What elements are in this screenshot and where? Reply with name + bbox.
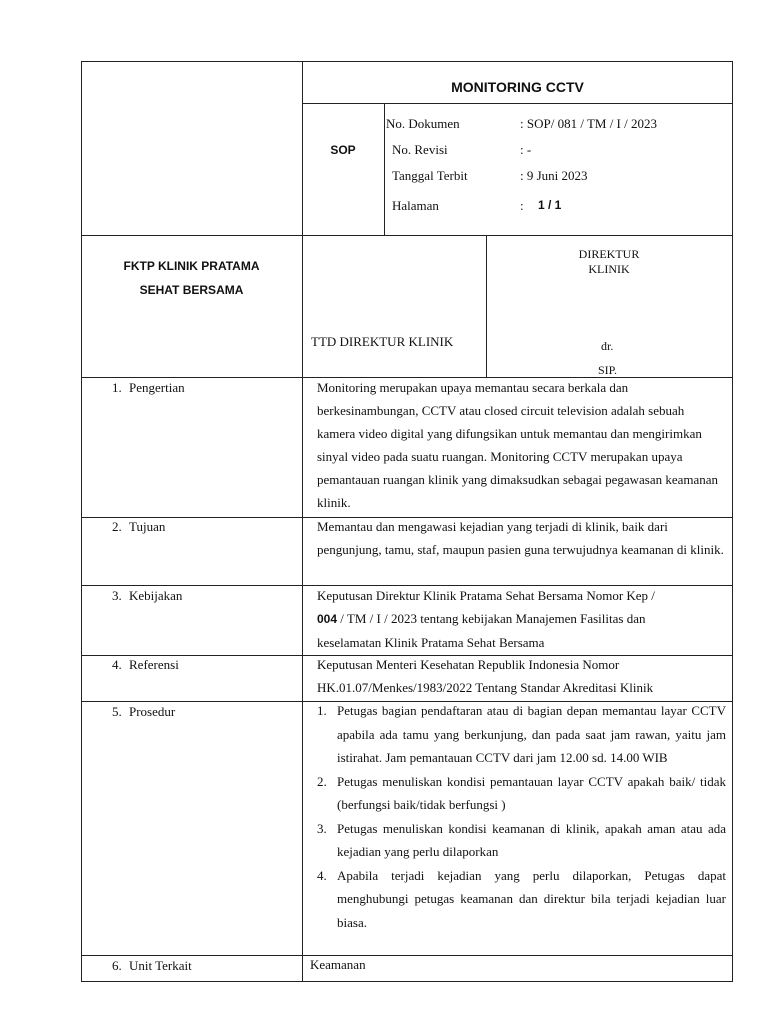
step-number: 3. — [317, 820, 327, 836]
column-divider — [302, 61, 303, 982]
step-text: Petugas menuliskan kondisi pemantauan layar CCTV apakah baik/ tidak (berfungsi baik/tidak berfungsi ) — [337, 773, 726, 812]
border-left — [81, 61, 82, 982]
kebijakan-label: Kebijakan — [129, 588, 183, 603]
step-text: Petugas menuliskan kondisi keamanan di klinik, apakah aman atau ada kejadian yang perlu dilaporkan — [337, 820, 726, 859]
kebijakan-number: 3. — [112, 588, 122, 603]
pengertian-label: Pengertian — [129, 380, 185, 395]
border-top — [81, 61, 733, 62]
document-title: MONITORING CCTV — [451, 79, 584, 95]
row-divider-6 — [81, 955, 733, 956]
sop-info-divider — [384, 103, 385, 235]
tujuan-number: 2. — [112, 519, 122, 534]
kebijakan-text-b: / TM / I / 2023 tentang kebijakan Manajemen Fasilitas dan — [337, 611, 646, 626]
kebijakan-number-bold: 004 — [317, 612, 338, 626]
step-number: 1. — [317, 703, 327, 718]
no-dokumen-label: No. Dokumen — [386, 116, 460, 131]
border-bottom — [81, 981, 733, 982]
no-revisi-label: No. Revisi — [392, 142, 448, 157]
unit-terkait-text: Keamanan — [310, 957, 366, 972]
prosedur-steps — [317, 699, 726, 934]
list-item — [317, 817, 726, 864]
halaman-separator: : — [520, 198, 524, 213]
kebijakan-text — [317, 584, 729, 654]
prosedur-label: Prosedur — [129, 704, 176, 719]
list-item — [317, 864, 726, 935]
list-item — [317, 770, 726, 817]
kebijakan-text-a: Keputusan Direktur Klinik Pratama Sehat Bersama Nomor Kep / — [317, 588, 655, 603]
tujuan-text: Memantau dan mengawasi kejadian yang terjadi di klinik, baik dari pengunjung, tamu, staf, maupun pasien guna terwujudnya keamanan di klinik. — [317, 519, 724, 557]
header-divider — [81, 235, 733, 236]
referensi-text: Keputusan Menteri Kesehatan Republik Indonesia Nomor HK.01.07/Menkes/1983/2022 Tentang Standar Akreditasi Klinik — [317, 657, 654, 695]
sop-label: SOP — [330, 143, 356, 157]
tujuan-label: Tujuan — [129, 519, 166, 534]
direktur-dr: dr. — [601, 339, 614, 353]
halaman-value: 1 / 1 — [538, 198, 562, 212]
halaman-label: Halaman — [392, 198, 439, 213]
step-text: Petugas bagian pendaftaran atau di bagian depan memantau layar CCTV apabila ada tamu yang berkunjung, dan pada saat jam rawan, yaitu jam istirahat. Jam pemantauan CCTV dari jam 12.00 sd. 14.00 WIB — [337, 703, 726, 765]
direktur-title-line1: DIREKTUR — [578, 247, 640, 261]
step-number: 2. — [317, 773, 327, 789]
org-name-line1: FKTP KLINIK PRATAMA — [123, 259, 260, 273]
direktur-title-line2: KLINIK — [588, 262, 630, 276]
list-item — [317, 699, 726, 770]
direktur-sip: SIP. — [598, 363, 618, 377]
step-text: Apabila terjadi kejadian yang perlu dilaporkan, Petugas dapat menghubungi petugas keamanan dan direktur bila terjadi kejadian luar biasa. — [337, 867, 726, 930]
pengertian-text: Monitoring merupakan upaya memantau secara berkala dan berkesinambungan, CCTV atau closed circuit television adalah sebuah kamera video digital yang difungsikan untuk memantau dan mengirimkan sinyal video pada suatu ruangan. Monitoring CCTV merupakan upaya pemantauan ruangan klinik yang dimaksudkan sebagai pegawasan keamanan klinik. — [317, 380, 719, 510]
unit-terkait-label: Unit Terkait — [129, 958, 192, 973]
pengertian-number: 1. — [112, 380, 122, 395]
ttd-direktur-label: TTD DIREKTUR KLINIK — [311, 334, 454, 349]
no-revisi-value: : - — [520, 142, 532, 157]
no-dokumen-value: : SOP/ 081 / TM / I / 2023 — [520, 116, 658, 131]
unit-terkait-number: 6. — [112, 958, 122, 973]
kebijakan-text-c: keselamatan Klinik Pratama Sehat Bersama — [317, 635, 545, 650]
referensi-label: Referensi — [129, 657, 179, 672]
org-name-line2: SEHAT BERSAMA — [139, 283, 244, 297]
prosedur-number: 5. — [112, 704, 122, 719]
tanggal-terbit-label: Tanggal Terbit — [392, 168, 468, 183]
title-divider — [302, 103, 733, 104]
step-number: 4. — [317, 867, 327, 883]
border-right — [732, 61, 733, 982]
referensi-number: 4. — [112, 657, 122, 672]
tanggal-terbit-value: : 9 Juni 2023 — [520, 168, 588, 183]
